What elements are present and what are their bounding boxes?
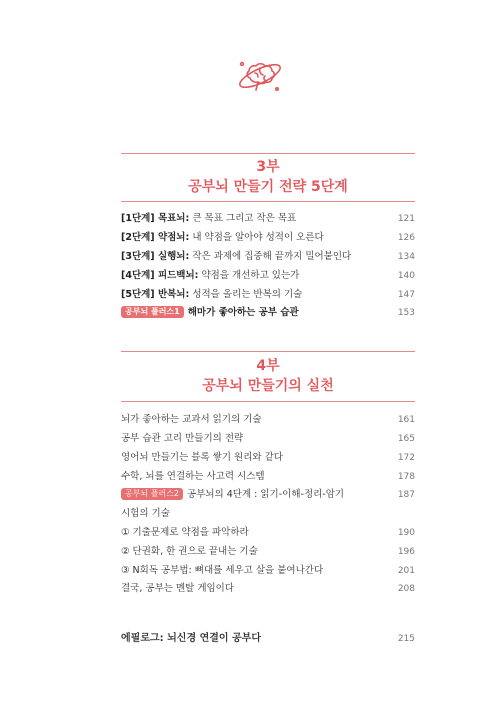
toc-entry-p4-exam-1[interactable]: ① 기출문제로 약점을 파악하라 190: [121, 524, 415, 542]
toc-entry-p4-exam-3[interactable]: ③ N회독 공부법: 뼈대를 세우고 살을 붙여나간다 201: [121, 562, 415, 580]
toc-entry-p3-plus[interactable]: 공부뇌 플러스1 해마가 좋아하는 공부 습관 153: [121, 304, 415, 322]
toc-entry-p3-2[interactable]: [2단계] 약점뇌: 내 약점을 알아야 성적이 오른다 126: [121, 229, 415, 247]
toc-entry-epilogue[interactable]: 에필로그: 뇌신경 연결이 공부다 215: [121, 630, 415, 648]
part4-number: 4부: [256, 358, 280, 374]
page-number: 178: [397, 472, 415, 482]
page-number: 121: [397, 214, 415, 224]
page-number: 187: [397, 490, 415, 500]
toc-entry-p4-1[interactable]: 뇌가 좋아하는 교과서 읽기의 기술 161: [121, 411, 415, 429]
brain-planet-icon: [236, 54, 284, 98]
toc-entry-p3-5[interactable]: [5단계] 반복뇌: 성적을 올리는 반복의 기술 147: [121, 286, 415, 304]
page-number: 140: [397, 271, 415, 281]
toc-entry-p3-4[interactable]: [4단계] 피드백뇌: 약점을 개선하고 있는가 140: [121, 267, 415, 285]
part4-bottom-rule: [121, 401, 415, 402]
part3-title: 공부뇌 만들기 전략 5단계: [188, 179, 348, 195]
page-number: 147: [397, 290, 415, 300]
toc-entry-p3-1[interactable]: [1단계] 목표뇌: 큰 목표 그리고 작은 목표 121: [121, 210, 415, 228]
page-number: 134: [397, 252, 415, 262]
page-number: 190: [397, 528, 415, 538]
part4-top-rule: [121, 351, 415, 352]
toc-entry-p4-2[interactable]: 공부 습관 고리 만들기의 전략 165: [121, 430, 415, 448]
toc-entry-p4-plus[interactable]: 공부뇌 플러스2 공부뇌의 4단계 : 읽기-이해-정리-암기 187: [121, 486, 415, 504]
page-number: 208: [397, 584, 415, 594]
page-number: 172: [397, 453, 415, 463]
page-number: 153: [397, 308, 415, 318]
toc-entry-p3-3[interactable]: [3단계] 실행뇌: 작은 과제에 집중해 끝까지 밀어붙인다 134: [121, 248, 415, 266]
plus-badge: 공부뇌 플러스1: [121, 306, 184, 318]
page-number: 201: [397, 566, 415, 576]
toc-entry-p4-4[interactable]: 수학, 뇌를 연결하는 사고력 시스템 178: [121, 468, 415, 486]
part4-title: 공부뇌 만들기의 실천: [202, 378, 334, 394]
page-number: 215: [397, 634, 415, 644]
page-number: 196: [397, 547, 415, 557]
part3-top-rule: [121, 153, 415, 154]
toc-entry-p4-mental[interactable]: 결국, 공부는 멘탈 게임이다 208: [121, 580, 415, 598]
page-number: 165: [397, 434, 415, 444]
part3-bottom-rule: [121, 201, 415, 202]
page-number: 161: [397, 415, 415, 425]
part3-number: 3부: [256, 159, 280, 175]
page-number: 126: [397, 233, 415, 243]
toc-entry-p4-3[interactable]: 영어뇌 만들기는 블록 쌓기 원리와 같다 172: [121, 449, 415, 467]
toc-entry-p4-exam[interactable]: 시험의 기술: [121, 508, 170, 519]
toc-entry-p4-exam-2[interactable]: ② 단권화, 한 권으로 끝내는 기술 196: [121, 543, 415, 561]
plus-badge: 공부뇌 플러스2: [121, 488, 183, 500]
